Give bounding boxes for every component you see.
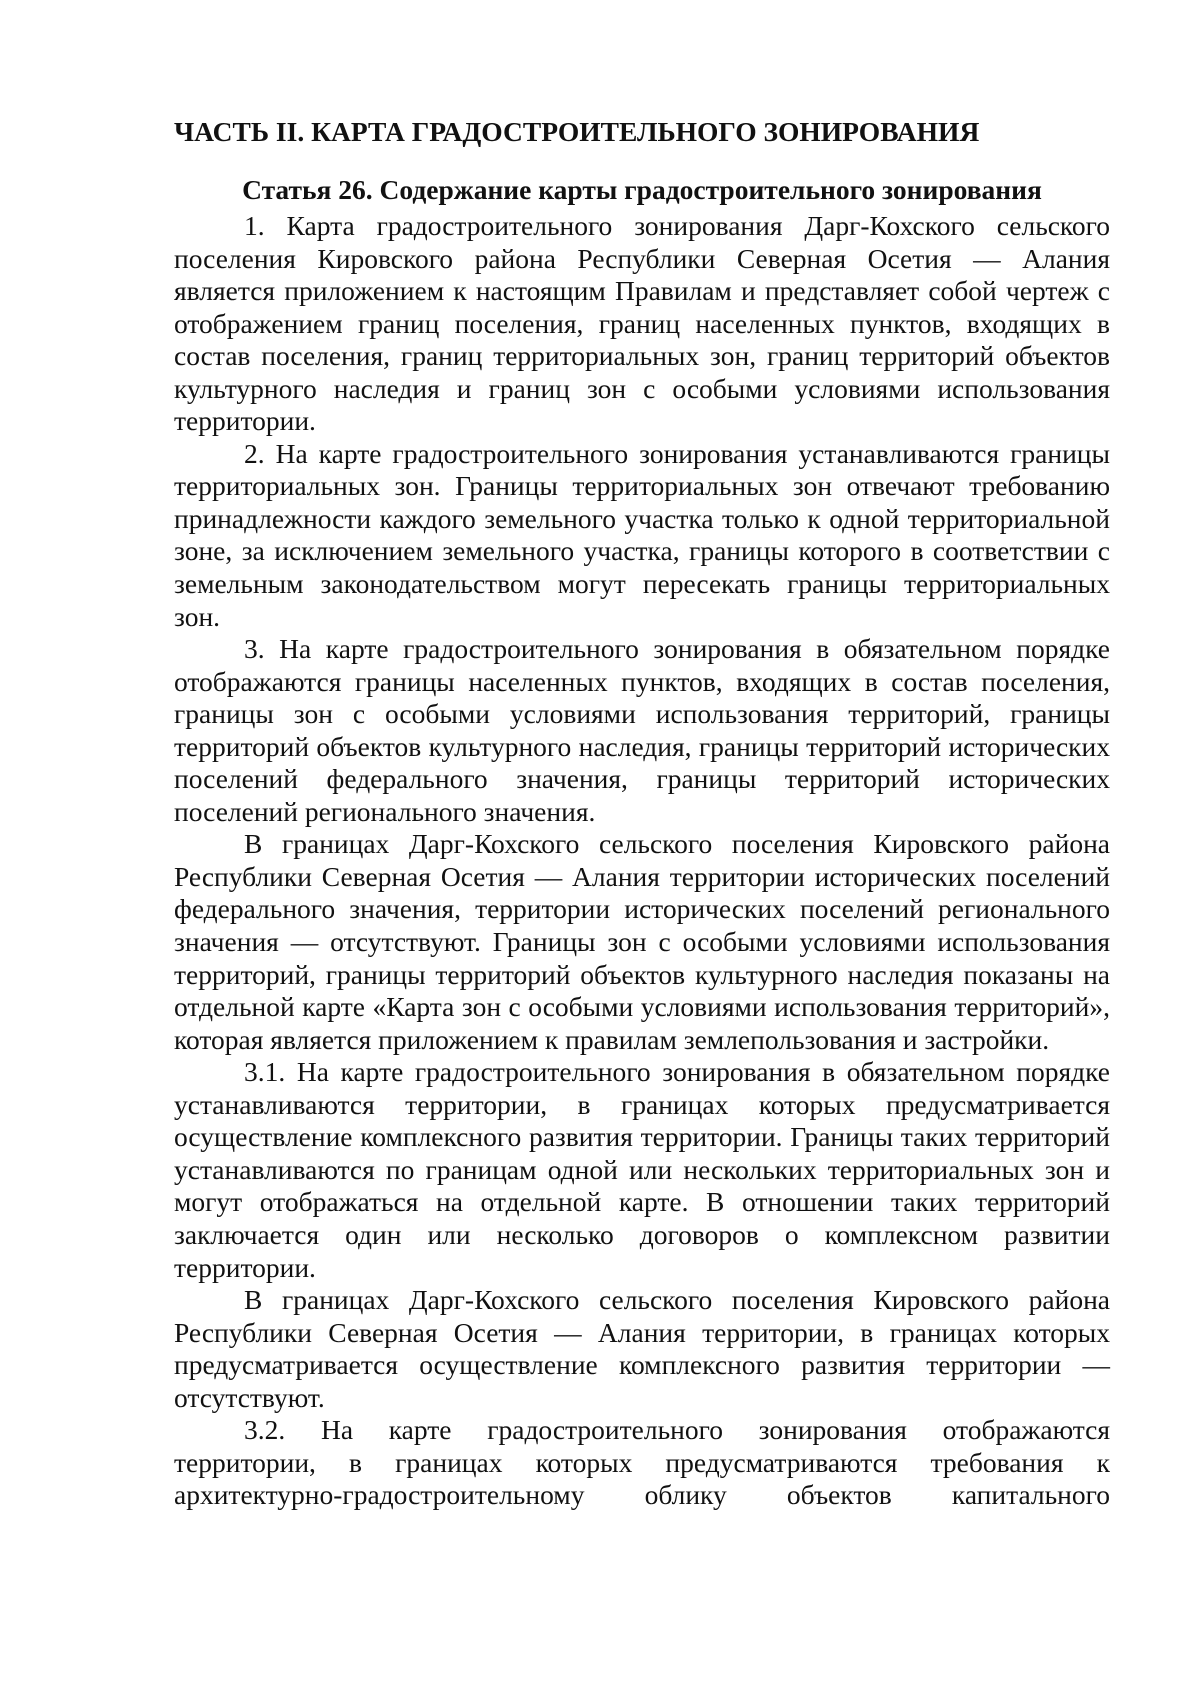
paragraph-3-1: 3.1. На карте градостроительного зонирования в обязательном порядке устанавливаются территории, в границах которых предусматривается осуществление комплексного развития территории. Границы таких территорий устанавливаются по границам одной или нескольких территориальных зон и могут отображаться на отдельной карте. В отношении таких территорий заключается один или несколько договоров о комплексном развитии территории. bbox=[174, 1056, 1110, 1283]
article-body bbox=[174, 210, 1110, 1512]
paragraph-3-note: В границах Дарг-Кохского сельского поселения Кировского района Республики Северная Осетия — Алания территории исторических поселений федерального значения, территории исторических поселений регионального значения — отсутствуют. Границы зон с особыми условиями использования территорий, границы территорий объектов культурного наследия показаны на отдельной карте «Карта зон с особыми условиями использования территорий», которая является приложением к правилам землепользования и застройки. bbox=[174, 828, 1110, 1055]
paragraph-3-1-note: В границах Дарг-Кохского сельского поселения Кировского района Республики Северная Осетия — Алания территории, в границах которых предусматривается осуществление комплексного развития территории — отсутствуют. bbox=[174, 1284, 1110, 1413]
paragraph-3-2: 3.2. На карте градостроительного зонирования отображаются территории, в границах которых предусматриваются требования к архитектурно-градостроительному облику объектов капитального bbox=[174, 1414, 1110, 1511]
paragraph-3: 3. На карте градостроительного зонирования в обязательном порядке отображаются границы населенных пунктов, входящих в состав поселения, границы зон с особыми условиями использования территорий, границы территорий объектов культурного наследия, границы территорий исторических поселений федерального значения, границы территорий исторических поселений регионального значения. bbox=[174, 633, 1110, 827]
article-title: Статья 26. Содержание карты градостроительного зонирования bbox=[242, 174, 1042, 205]
paragraph-1: 1. Карта градостроительного зонирования Дарг-Кохского сельского поселения Кировского района Республики Северная Осетия — Алания является приложением к настоящим Правилам и представляет собой чертеж с отображением границ поселения, границ населенных пунктов, входящих в состав поселения, границ территориальных зон, границ территорий объектов культурного наследия и границ зон с особыми условиями использования территории. bbox=[174, 210, 1110, 437]
paragraph-2: 2. На карте градостроительного зонирования устанавливаются границы территориальных зон. Границы территориальных зон отвечают требованию принадлежности каждого земельного участка только к одной территориальной зоне, за исключением земельного участка, границы которого в соответствии с земельным законодательством могут пересекать границы территориальных зон. bbox=[174, 437, 1110, 632]
part-title: ЧАСТЬ II. КАРТА ГРАДОСТРОИТЕЛЬНОГО ЗОНИРОВАНИЯ bbox=[174, 116, 980, 147]
